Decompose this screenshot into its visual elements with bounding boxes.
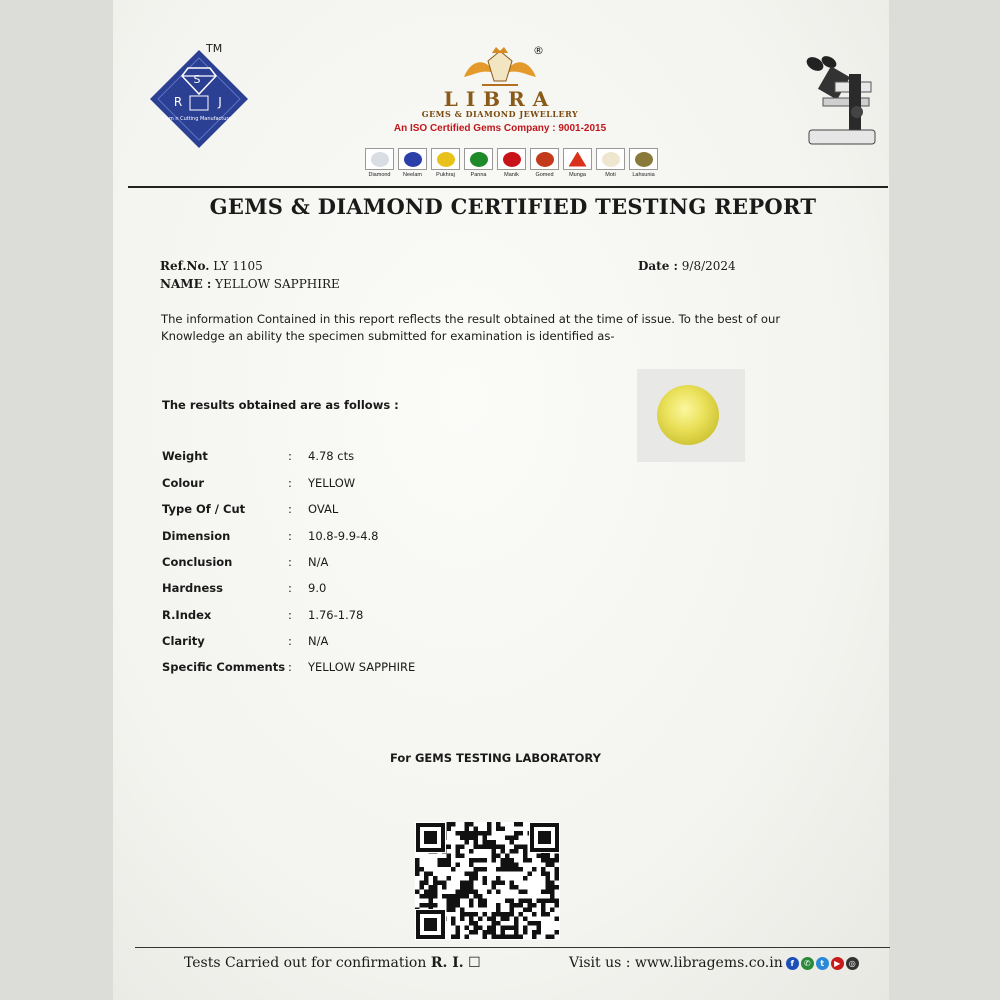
libra-emblem-icon: [462, 47, 538, 89]
result-value: N/A: [308, 634, 329, 648]
specimen-name: [160, 277, 340, 291]
twitter-icon[interactable]: t: [816, 957, 829, 970]
whatsapp-icon[interactable]: ✆: [801, 957, 814, 970]
gem-diamond: [365, 148, 394, 178]
moti-icon: [596, 148, 625, 170]
result-value: YELLOW SAPPHIRE: [308, 660, 416, 674]
report-date: [638, 259, 736, 273]
ref-value: LY 1105: [213, 259, 263, 273]
gem-label: Diamond: [368, 172, 391, 178]
gem-munga: [563, 148, 592, 178]
yellow-sapphire-photo: [657, 385, 719, 445]
result-value: 9.0: [308, 581, 327, 595]
result-key: Type Of / Cut: [162, 502, 246, 516]
result-colon: :: [288, 660, 292, 674]
neelam-icon: [398, 148, 427, 170]
footer-ri: R. I.: [430, 955, 464, 971]
result-key: Colour: [162, 476, 205, 490]
footer-website: [569, 955, 859, 971]
intro-paragraph: The information Contained in this report reflects the result obtained at the time of issue. To the best of our Knowledge an ability the specimen submitted for examination is identified as-: [161, 312, 781, 343]
brand-subtitle: GEMS & DIAMOND JEWELLERY: [421, 109, 579, 119]
qr-code: [415, 822, 560, 940]
result-key: Conclusion: [162, 555, 233, 569]
ref-number: [160, 259, 263, 273]
svg-text:R: R: [173, 95, 183, 109]
result-key: R.Index: [162, 608, 212, 622]
result-value: 1.76-1.78: [308, 608, 364, 622]
gem-label: Pukhraj: [436, 172, 455, 178]
website-text: Visit us : www.libragems.co.in: [569, 955, 783, 971]
name-label: NAME :: [160, 277, 212, 291]
gem-label: Moti: [605, 172, 616, 178]
gem-panna: [464, 148, 493, 178]
result-colon: :: [288, 502, 292, 516]
pukhraj-icon: [431, 148, 460, 170]
result-colon: :: [288, 555, 292, 569]
gem-pukhraj: [431, 148, 460, 178]
lahsunia-icon: [629, 148, 658, 170]
result-colon: :: [288, 581, 292, 595]
result-colon: :: [288, 449, 292, 463]
footer-divider: [135, 947, 890, 948]
result-value: N/A: [308, 555, 329, 569]
iso-certification: An ISO Certified Gems Company : 9001-2015: [393, 123, 607, 134]
gomed-icon: [530, 148, 559, 170]
result-value: OVAL: [308, 502, 339, 516]
gem-neelam: [398, 148, 427, 178]
gem-label: Manik: [504, 172, 519, 178]
name-value: YELLOW SAPPHIRE: [215, 277, 340, 291]
checkbox-icon: ☐: [468, 955, 481, 971]
gem-label: Gomed: [535, 172, 554, 178]
brand-block: [380, 43, 620, 134]
manik-icon: [497, 148, 526, 170]
gem-lahsunia: [629, 148, 658, 178]
gem-label: Lahsunia: [632, 172, 655, 178]
gem-manik: [497, 148, 526, 178]
date-value: 9/8/2024: [681, 259, 736, 273]
gem-gomed: [530, 148, 559, 178]
gem-label: Munga: [569, 172, 586, 178]
gem-label: Neelam: [403, 172, 422, 178]
footer-text: Tests Carried out for confirmation: [184, 955, 427, 971]
gem-icon-row: [365, 148, 658, 178]
diamond-icon: [365, 148, 394, 170]
header-divider: [128, 186, 888, 188]
result-value: 10.8-9.9-4.8: [308, 529, 379, 543]
result-colon: :: [288, 608, 292, 622]
result-colon: :: [288, 529, 292, 543]
trademark-mark: TM: [206, 42, 223, 55]
result-colon: :: [288, 634, 292, 648]
svg-text:J: J: [218, 95, 222, 109]
gem-label: Panna: [470, 172, 487, 178]
gem-moti: [596, 148, 625, 178]
microscope-icon: [795, 52, 885, 152]
munga-icon: [563, 148, 592, 170]
registered-mark: ®: [533, 44, 544, 57]
result-colon: :: [288, 476, 292, 490]
facebook-icon[interactable]: f: [786, 957, 799, 970]
ref-label: Ref.No.: [160, 259, 210, 273]
result-key: Dimension: [162, 529, 231, 543]
report-title: GEMS & DIAMOND CERTIFIED TESTING REPORT: [209, 194, 817, 219]
date-label: Date :: [638, 259, 678, 273]
panna-icon: [464, 148, 493, 170]
result-key: Weight: [162, 449, 208, 463]
footer-confirmation: [184, 955, 481, 971]
results-heading: The results obtained are as follows :: [162, 398, 399, 412]
signature-line: For GEMS TESTING LABORATORY: [390, 751, 601, 765]
youtube-icon[interactable]: ▶: [831, 957, 844, 970]
result-value: 4.78 cts: [308, 449, 355, 463]
svg-text:S: S: [193, 73, 201, 86]
result-key: Clarity: [162, 634, 205, 648]
result-value: YELLOW: [308, 476, 356, 490]
result-key: Specific Comments: [162, 660, 286, 674]
srj-diamond-logo: [148, 48, 250, 150]
svg-text:Gem n Cutting Manufacturers: Gem n Cutting Manufacturers: [161, 116, 237, 122]
brand-name: LIBRA: [443, 87, 557, 111]
social-icons: [786, 957, 859, 970]
result-key: Hardness: [162, 581, 223, 595]
instagram-icon[interactable]: ◎: [846, 957, 859, 970]
